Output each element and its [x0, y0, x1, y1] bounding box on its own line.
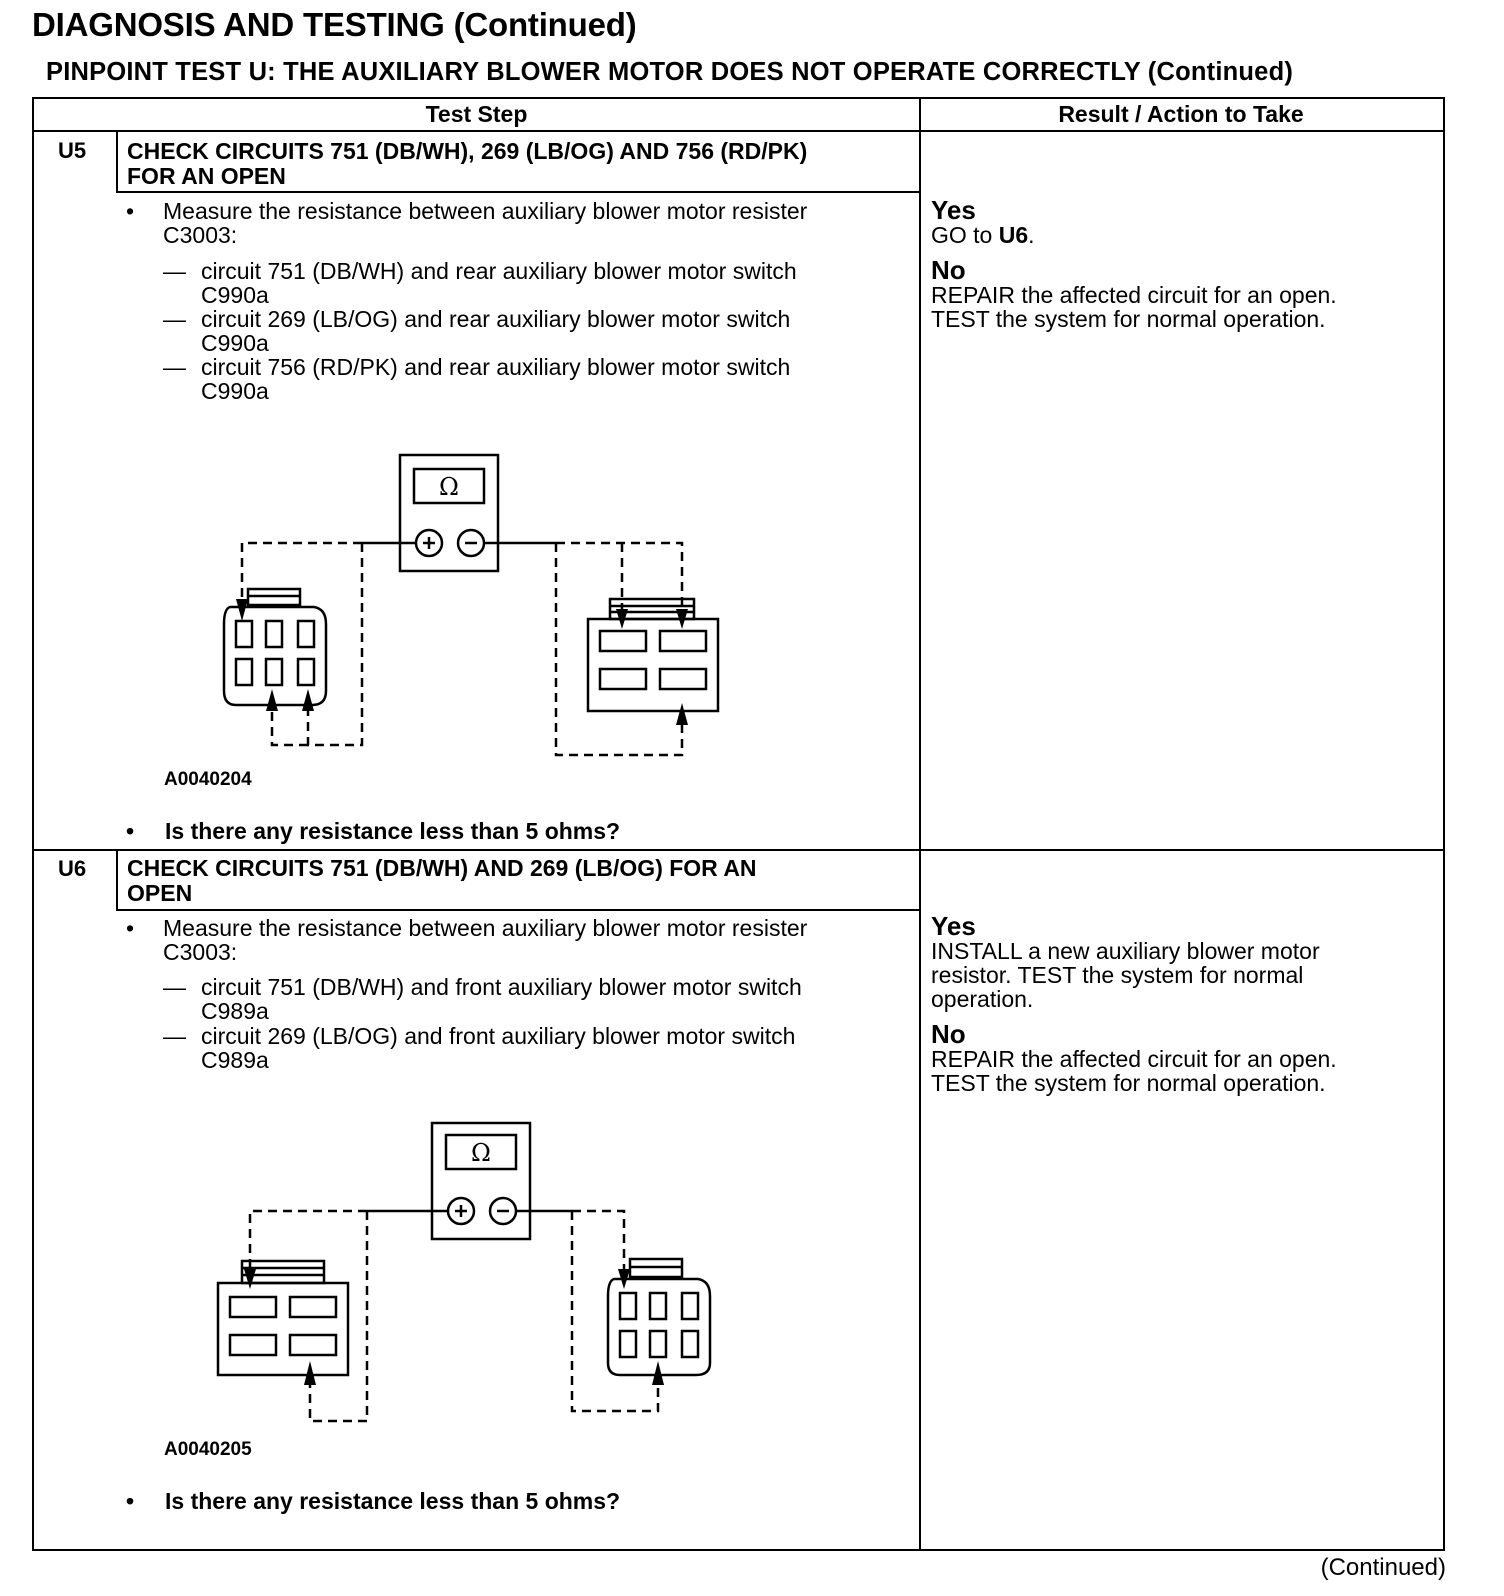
- question: Is there any resistance less than 5 ohms?: [165, 1488, 621, 1514]
- result-yes-action: [931, 939, 1320, 1011]
- col-header-result: Result / Action to Take: [1058, 101, 1304, 127]
- ohm-symbol: Ω: [471, 1139, 491, 1167]
- step-id: U6: [58, 856, 87, 881]
- result-line: resistor. TEST the system for normal: [931, 962, 1304, 988]
- step-title: [127, 856, 907, 906]
- goto-step-link[interactable]: U6: [998, 222, 1029, 248]
- result-yes-action: [931, 223, 1035, 247]
- figure-id: A0040204: [164, 769, 252, 790]
- instruction: [163, 916, 807, 964]
- switch-connector-c990a: [588, 619, 718, 711]
- pinpoint-table: [32, 97, 1445, 1551]
- ohmmeter-diagram-u6: [202, 1119, 742, 1439]
- step-title-divider-u5: [116, 191, 919, 193]
- result-line: REPAIR the affected circuit for an open.: [931, 282, 1337, 308]
- bullet-marker: •: [126, 198, 135, 224]
- result-no-action: [931, 1047, 1337, 1095]
- result-yes-suffix: .: [1028, 222, 1035, 248]
- bullet-marker: •: [126, 915, 135, 941]
- result-no-label: No: [931, 1019, 966, 1049]
- circuit-item: [201, 259, 797, 307]
- step-title-divider-u6: [116, 909, 919, 911]
- column-divider: [919, 99, 921, 1549]
- instruction: [163, 199, 807, 247]
- result-no-action: [931, 283, 1337, 331]
- circuit-item: [201, 975, 802, 1023]
- instruction-line: C3003:: [163, 939, 238, 965]
- result-line: INSTALL a new auxiliary blower motor: [931, 938, 1320, 964]
- step-title-line: OPEN: [127, 880, 193, 906]
- step-id-divider-u5: [116, 130, 118, 192]
- circuit-item-line: circuit 751 (DB/WH) and front auxiliary blower motor switch: [201, 974, 802, 1000]
- figure-id: A0040205: [164, 1439, 252, 1460]
- question: Is there any resistance less than 5 ohms?: [165, 818, 621, 844]
- dash-marker: —: [163, 354, 186, 380]
- circuit-item-line: circuit 756 (RD/PK) and rear auxiliary blower motor switch: [201, 354, 791, 380]
- circuit-item-line: C989a: [201, 1047, 269, 1073]
- ohmmeter-diagram-u5: [202, 449, 742, 769]
- instruction-line: Measure the resistance between auxiliary blower motor resister: [163, 198, 808, 224]
- circuit-item: [201, 307, 790, 355]
- page-title: DIAGNOSIS AND TESTING (Continued): [32, 6, 637, 43]
- instruction-line: C3003:: [163, 222, 238, 248]
- circuit-item: [201, 1024, 795, 1072]
- circuit-item-line: C990a: [201, 282, 269, 308]
- result-line: operation.: [931, 986, 1034, 1012]
- circuit-item-line: C989a: [201, 998, 269, 1024]
- col-header-test-step: Test Step: [425, 101, 528, 127]
- dash-marker: —: [163, 974, 186, 1000]
- result-yes-prefix: GO to: [931, 222, 999, 248]
- circuit-item-line: circuit 751 (DB/WH) and rear auxiliary blower motor switch: [201, 258, 797, 284]
- bullet-marker: •: [126, 818, 135, 844]
- result-line: TEST the system for normal operation.: [931, 1070, 1326, 1096]
- result-yes-label: Yes: [931, 911, 976, 941]
- result-line: REPAIR the affected circuit for an open.: [931, 1046, 1337, 1072]
- step-id: U5: [58, 138, 87, 163]
- circuit-item-line: C990a: [201, 378, 269, 404]
- step-title: [127, 139, 907, 189]
- pinpoint-test-subtitle: PINPOINT TEST U: THE AUXILIARY BLOWER MOTOR DOES NOT OPERATE CORRECTLY (Continued): [46, 58, 1294, 86]
- circuit-item: [201, 355, 790, 403]
- step-divider: [34, 849, 1443, 851]
- instruction-line: Measure the resistance between auxiliary blower motor resister: [163, 915, 808, 941]
- dash-marker: —: [163, 258, 186, 284]
- dash-marker: —: [163, 306, 186, 332]
- circuit-item-line: circuit 269 (LB/OG) and rear auxiliary blower motor switch: [201, 306, 791, 332]
- continued-note: (Continued): [1320, 1554, 1446, 1581]
- step-title-line: CHECK CIRCUITS 751 (DB/WH) AND 269 (LB/OG) FOR AN: [127, 855, 757, 881]
- step-title-line: FOR AN OPEN: [127, 163, 286, 189]
- step-title-line: CHECK CIRCUITS 751 (DB/WH), 269 (LB/OG) AND 756 (RD/PK): [127, 138, 808, 164]
- result-yes-label: Yes: [931, 195, 976, 225]
- step-id-divider-u6: [116, 849, 118, 911]
- result-line: TEST the system for normal operation.: [931, 306, 1326, 332]
- ohm-symbol: Ω: [439, 473, 459, 501]
- circuit-item-line: C990a: [201, 330, 269, 356]
- bullet-marker: •: [126, 1488, 135, 1514]
- header-divider: [34, 130, 1443, 132]
- circuit-item-line: circuit 269 (LB/OG) and front auxiliary blower motor switch: [201, 1023, 796, 1049]
- dash-marker: —: [163, 1023, 186, 1049]
- result-no-label: No: [931, 255, 966, 285]
